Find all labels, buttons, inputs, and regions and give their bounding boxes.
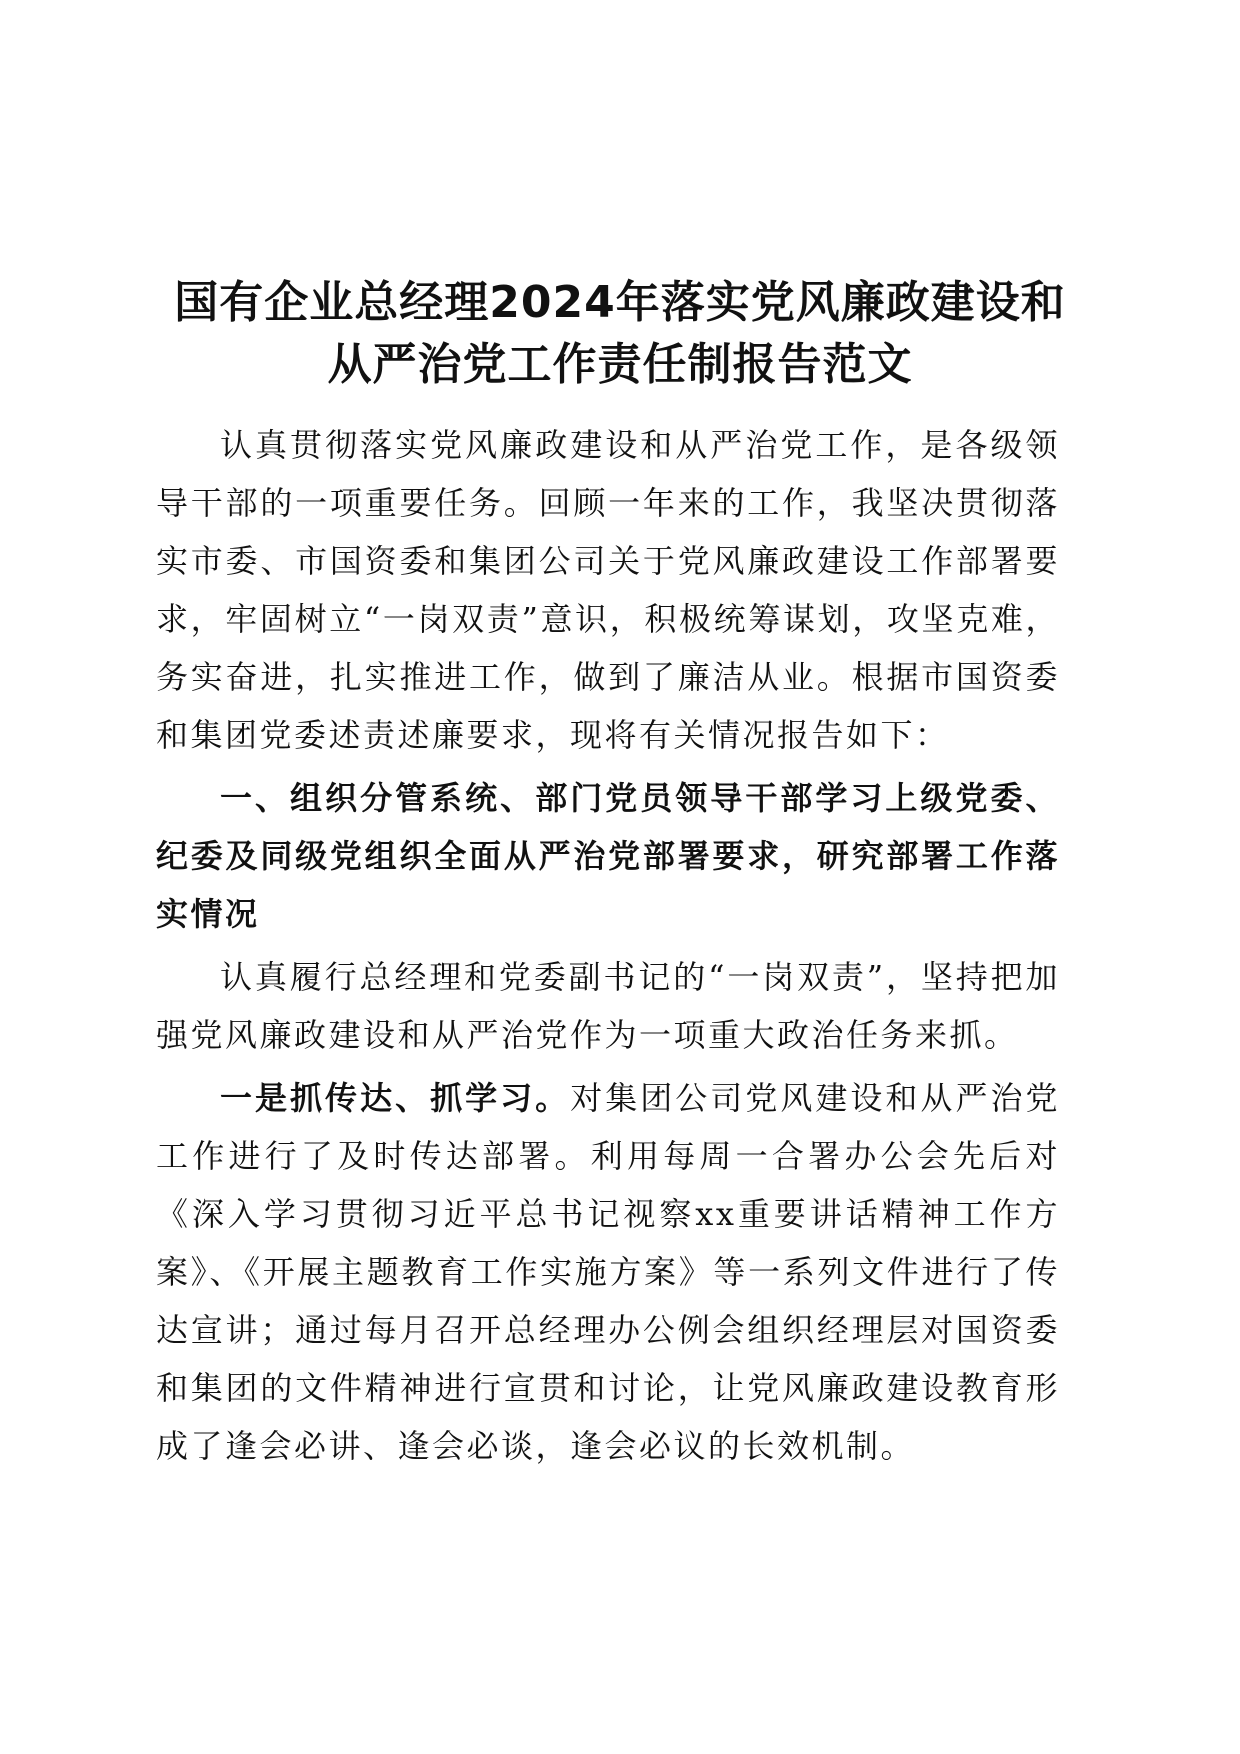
point-1-text: 对集团公司党风建设和从严治党工作进行了及时传达部署。利用每周一合署办公会先后对《深入学习贯彻习近平总书记视察xx重要讲话精神工作方案》、《开展主题教育工作实施方案》等一系列文件进行了传达宣讲；通过每月召开总经理办公例会组织经理层对国资委和集团的文件精神进行宣贯和讨论，让党风廉政建设教育形成了逢会必讲、逢会必谈，逢会必议的长效机制。 <box>156 1079 1060 1465</box>
section-1-paragraph: 认真履行总经理和党委副书记的“一岗双责”，坚持把加强党风廉政建设和从严治党作为一项重大政治任务来抓。 <box>156 958 1060 1054</box>
intro-paragraph: 认真贯彻落实党风廉政建设和从严治党工作，是各级领导干部的一项重要任务。回顾一年来的工作，我坚决贯彻落实市委、市国资委和集团公司关于党风廉政建设工作部署要求，牢固树立“一岗双责”意识，积极统筹谋划，攻坚克难，务实奋进，扎实推进工作，做到了廉洁从业。根据市国资委和集团党委述责述廉要求，现将有关情况报告如下： <box>156 426 1060 754</box>
title-line-2: 从严治党工作责任制报告范文 <box>327 339 913 390</box>
section-1-point-1 <box>156 1069 1060 1475</box>
title-line-1: 国有企业总经理2024年落实党风廉政建设和 <box>174 277 1066 328</box>
section-1-heading: 一、组织分管系统、部门党员领导干部学习上级党委、纪委及同级党组织全面从严治党部署要求，研究部署工作落实情况 <box>156 779 1060 933</box>
point-1-lead: 一是抓传达、抓学习。 <box>220 1079 571 1117</box>
document-title <box>140 272 1100 396</box>
document-body <box>156 416 1060 1480</box>
